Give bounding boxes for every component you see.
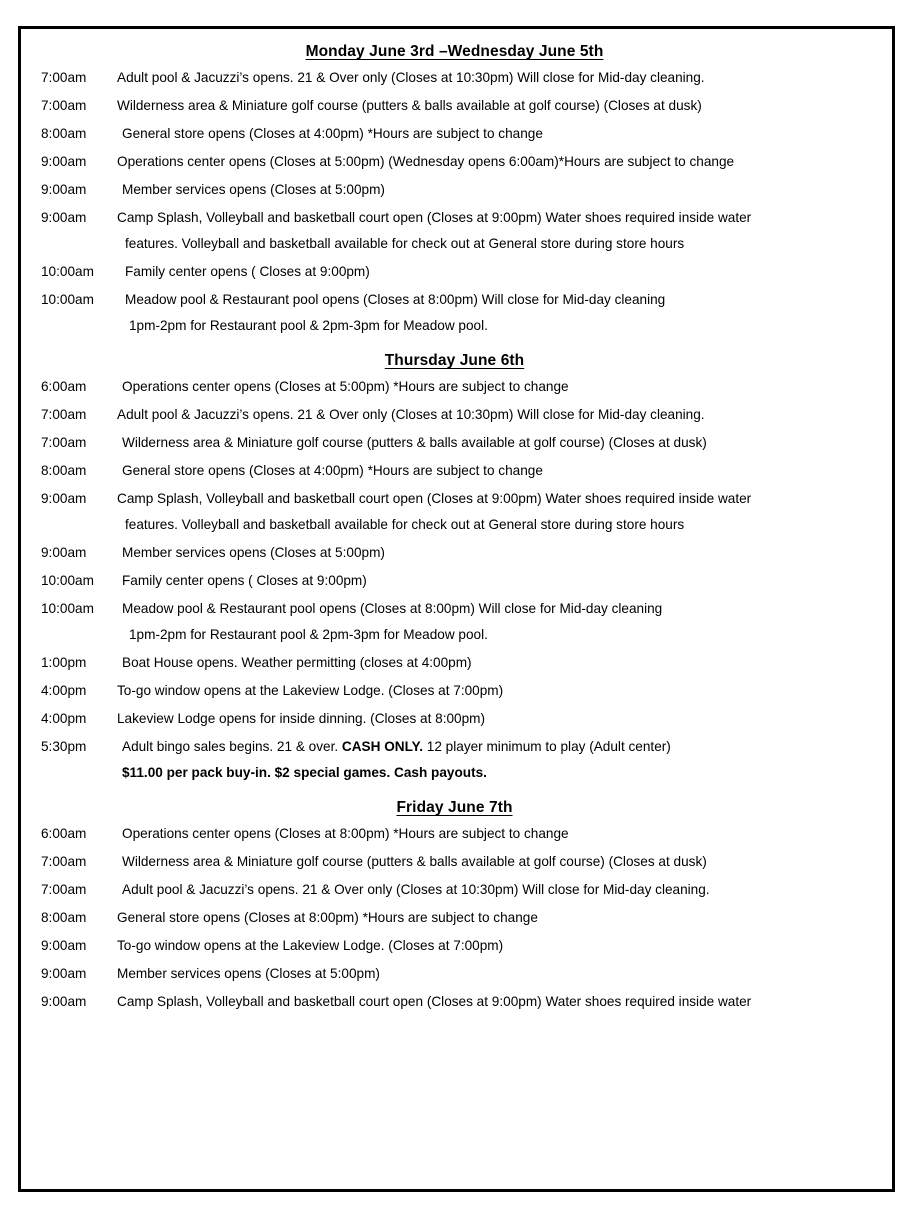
entry-description <box>115 877 878 903</box>
entry-time: 1:00pm <box>41 655 87 670</box>
entry-text-line: Operations center opens (Closes at 5:00pm) (Wednesday opens 6:00am)*Hours are subject to change <box>117 154 735 169</box>
entry-description <box>115 821 878 847</box>
schedule-entry <box>31 259 878 285</box>
entry-time: 4:00pm <box>41 683 87 698</box>
entry-description <box>115 177 878 203</box>
entry-description <box>115 568 878 594</box>
entry-text-line: 1pm-2pm for Restaurant pool & 2pm-3pm for Meadow pool. <box>129 318 488 333</box>
entry-text-line: Operations center opens (Closes at 5:00pm) *Hours are subject to change <box>122 379 569 394</box>
entry-text-line: Lakeview Lodge opens for inside dinning. (Closes at 8:00pm) <box>117 711 486 726</box>
entry-text-line: Camp Splash, Volleyball and basketball court open (Closes at 9:00pm) Water shoes required inside water <box>117 210 752 225</box>
day-heading-label: Friday June 7th <box>396 799 513 816</box>
schedule-entry <box>31 93 878 119</box>
entry-description <box>115 374 878 400</box>
entry-description <box>115 989 878 1015</box>
entry-time: 9:00am <box>41 938 87 953</box>
entry-text-line: Wilderness area & Miniature golf course (putters & balls available at golf course) (Closes at dusk) <box>117 98 702 113</box>
schedule-entry <box>31 177 878 203</box>
schedule-entry <box>31 596 878 648</box>
entry-time: 7:00am <box>41 407 87 422</box>
entry-time: 9:00am <box>41 994 87 1009</box>
entry-text-line: To-go window opens at the Lakeview Lodge. (Closes at 7:00pm) <box>117 938 504 953</box>
entry-time: 9:00am <box>41 210 87 225</box>
entry-description <box>115 402 878 428</box>
entry-time: 7:00am <box>41 70 87 85</box>
schedule-entry <box>31 540 878 566</box>
entry-text-line: Camp Splash, Volleyball and basketball court open (Closes at 9:00pm) Water shoes required inside water <box>117 491 752 506</box>
schedule-entry <box>31 706 878 732</box>
entry-time: 8:00am <box>41 463 87 478</box>
entry-time: 9:00am <box>41 491 87 506</box>
entry-text-line: General store opens (Closes at 4:00pm) *Hours are subject to change <box>122 126 543 141</box>
entry-description <box>115 849 878 875</box>
entry-time: 9:00am <box>41 182 87 197</box>
entry-description <box>115 933 878 959</box>
entry-description <box>115 458 878 484</box>
entry-text-line: Wilderness area & Miniature golf course (putters & balls available at golf course) (Closes at dusk) <box>122 854 707 869</box>
schedule-entry <box>31 821 878 847</box>
entry-description <box>115 430 878 456</box>
entry-description <box>115 287 878 339</box>
entry-time: 9:00am <box>41 545 87 560</box>
entry-text-line: To-go window opens at the Lakeview Lodge. (Closes at 7:00pm) <box>117 683 504 698</box>
entry-time: 7:00am <box>41 435 87 450</box>
entry-time: 10:00am <box>41 601 94 616</box>
schedule-content <box>21 29 892 1027</box>
entry-time: 6:00am <box>41 826 87 841</box>
entry-time: 7:00am <box>41 854 87 869</box>
entry-description <box>115 596 878 648</box>
schedule-entry <box>31 961 878 987</box>
entry-text-line: 1pm-2pm for Restaurant pool & 2pm-3pm for Meadow pool. <box>129 627 488 642</box>
entry-time: 10:00am <box>41 292 94 307</box>
entry-text-line: Adult pool & Jacuzzi’s opens. 21 & Over only (Closes at 10:30pm) Will close for Mid-day cleaning. <box>117 407 705 422</box>
entry-text-line: Camp Splash, Volleyball and basketball court open (Closes at 9:00pm) Water shoes required inside water <box>117 994 752 1009</box>
schedule-entry <box>31 678 878 704</box>
entry-time: 9:00am <box>41 966 87 981</box>
entry-time: 7:00am <box>41 882 87 897</box>
entry-description <box>115 734 878 786</box>
schedule-entry <box>31 905 878 931</box>
entry-description <box>115 93 878 119</box>
schedule-entry <box>31 734 878 786</box>
entry-description <box>115 121 878 147</box>
entry-text-line: Operations center opens (Closes at 8:00pm) *Hours are subject to change <box>122 826 569 841</box>
entry-time: 6:00am <box>41 379 87 394</box>
entry-text-segment: Adult bingo sales begins. 21 & over. <box>122 739 342 754</box>
schedule-entry <box>31 374 878 400</box>
entry-description <box>115 961 878 987</box>
schedule-entry <box>31 568 878 594</box>
entry-text-line: Family center opens ( Closes at 9:00pm) <box>122 573 367 588</box>
schedule-entry <box>31 849 878 875</box>
entry-text-line: Member services opens (Closes at 5:00pm) <box>122 545 385 560</box>
entry-text-line: Adult pool & Jacuzzi’s opens. 21 & Over only (Closes at 10:30pm) Will close for Mid-day cleaning. <box>117 70 705 85</box>
schedule-entry <box>31 205 878 257</box>
entry-description <box>115 486 878 538</box>
entry-description <box>115 65 878 91</box>
schedule-entry <box>31 287 878 339</box>
entry-time: 7:00am <box>41 98 87 113</box>
schedule-entry <box>31 121 878 147</box>
entry-description <box>115 540 878 566</box>
entry-time: 8:00am <box>41 126 87 141</box>
schedule-entry <box>31 650 878 676</box>
entry-text-line: Meadow pool & Restaurant pool opens (Closes at 8:00pm) Will close for Mid-day cleaning <box>122 601 663 616</box>
entry-text-line: Member services opens (Closes at 5:00pm) <box>117 966 380 981</box>
entry-text-line: Meadow pool & Restaurant pool opens (Closes at 8:00pm) Will close for Mid-day cleaning <box>125 292 666 307</box>
day-heading-label: Monday June 3rd –Wednesday June 5th <box>305 43 604 60</box>
entry-time: 9:00am <box>41 154 87 169</box>
entry-time: 10:00am <box>41 264 94 279</box>
entry-text-emphasis: CASH ONLY. <box>341 739 423 754</box>
entry-text-line: features. Volleyball and basketball available for check out at General store during store hours <box>125 236 685 251</box>
entry-text-line: Family center opens ( Closes at 9:00pm) <box>125 264 370 279</box>
entry-text-line: Boat House opens. Weather permitting (closes at 4:00pm) <box>122 655 472 670</box>
schedule-entry <box>31 933 878 959</box>
entry-description <box>115 205 878 257</box>
entry-text-line: Member services opens (Closes at 5:00pm) <box>122 182 385 197</box>
entry-text-line: features. Volleyball and basketball available for check out at General store during store hours <box>125 517 685 532</box>
entry-text-segment: 12 player minimum to play (Adult center) <box>423 739 671 754</box>
entry-description <box>115 706 878 732</box>
day-heading <box>31 341 878 374</box>
schedule-entry <box>31 149 878 175</box>
entry-time: 5:30pm <box>41 739 87 754</box>
entry-description <box>115 678 878 704</box>
entry-text-line: Adult pool & Jacuzzi’s opens. 21 & Over only (Closes at 10:30pm) Will close for Mid-day cleaning. <box>122 882 710 897</box>
day-heading <box>31 37 878 65</box>
entry-description <box>115 149 878 175</box>
entry-time: 4:00pm <box>41 711 87 726</box>
schedule-entry <box>31 989 878 1015</box>
entry-text-line: Wilderness area & Miniature golf course (putters & balls available at golf course) (Closes at dusk) <box>122 435 707 450</box>
schedule-entry <box>31 458 878 484</box>
schedule-entry <box>31 65 878 91</box>
day-heading-label: Thursday June 6th <box>384 352 525 369</box>
schedule-entry <box>31 430 878 456</box>
entry-description <box>115 905 878 931</box>
schedule-entry <box>31 877 878 903</box>
entry-description <box>115 650 878 676</box>
entry-text-line: General store opens (Closes at 8:00pm) *Hours are subject to change <box>117 910 538 925</box>
entry-text-line <box>117 734 878 760</box>
document-border-frame <box>18 26 895 1192</box>
entry-text-line: $11.00 per pack buy-in. $2 special games. Cash payouts. <box>122 765 487 780</box>
schedule-entry <box>31 486 878 538</box>
entry-text-line: General store opens (Closes at 4:00pm) *Hours are subject to change <box>122 463 543 478</box>
entry-time: 8:00am <box>41 910 87 925</box>
day-heading <box>31 788 878 821</box>
entry-time: 10:00am <box>41 573 94 588</box>
schedule-entry <box>31 402 878 428</box>
entry-description <box>115 259 878 285</box>
